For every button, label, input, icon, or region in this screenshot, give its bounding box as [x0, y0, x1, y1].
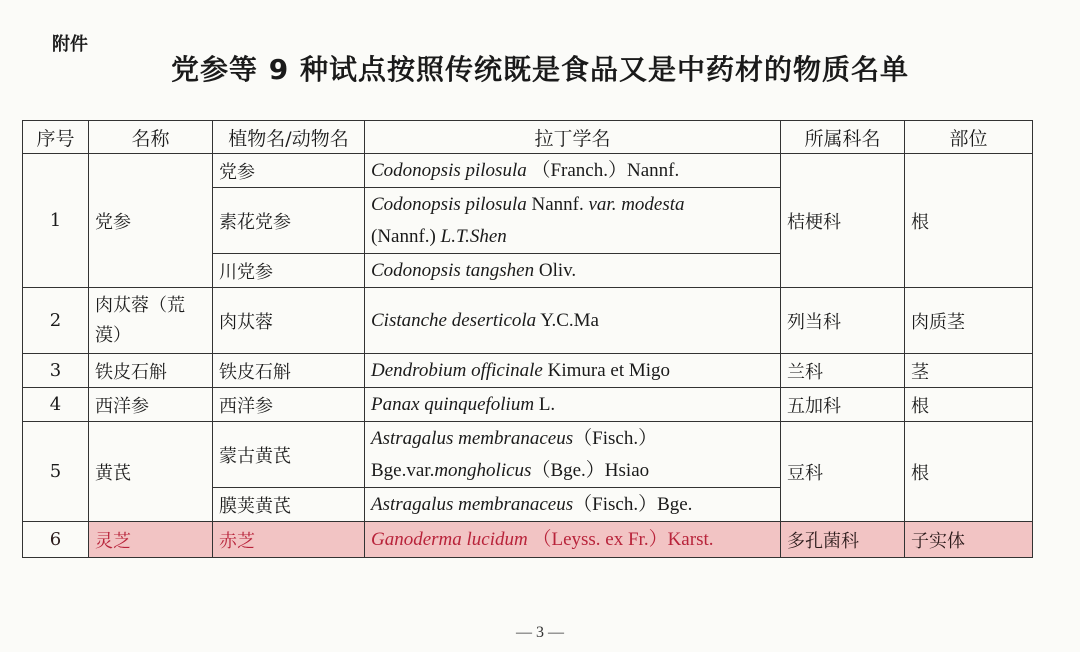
row-part: 肉质茎 [905, 288, 1033, 354]
header-no: 序号 [23, 121, 89, 154]
page-number: — 3 — [516, 624, 564, 641]
row-no: 6 [23, 522, 89, 558]
latin-name: Astragalus membranaceus（Fisch.）Bge. [365, 488, 781, 522]
species-name: 蒙古黄芪 [213, 422, 365, 488]
species-name: 肉苁蓉 [213, 288, 365, 354]
row-name: 党参 [89, 154, 213, 288]
table-row [23, 288, 1033, 354]
row-family: 多孔菌科 [781, 522, 905, 558]
row-no: 3 [23, 354, 89, 388]
row-name: 西洋参 [89, 388, 213, 422]
document-title: 党参等 9 种试点按照传统既是食品又是中药材的物质名单 [171, 53, 909, 86]
table-row [23, 154, 1033, 188]
row-part: 根 [905, 422, 1033, 522]
latin-name: Panax quinquefolium L. [365, 388, 781, 422]
species-name: 川党参 [213, 254, 365, 288]
header-part: 部位 [905, 121, 1033, 154]
species-name: 西洋参 [213, 388, 365, 422]
header-species: 植物名/动物名 [213, 121, 365, 154]
row-name: 肉苁蓉（荒漠） [89, 288, 213, 354]
row-name: 黄芪 [89, 422, 213, 522]
table-row [23, 388, 1033, 422]
species-name: 铁皮石斛 [213, 354, 365, 388]
row-part: 茎 [905, 354, 1033, 388]
row-family: 列当科 [781, 288, 905, 354]
latin-name: Astragalus membranaceus（Fisch.） Bge.var.mongholicus（Bge.）Hsiao [365, 422, 781, 488]
latin-name: Codonopsis pilosula （Franch.）Nannf. [365, 154, 781, 188]
latin-name: Codonopsis tangshen Oliv. [365, 254, 781, 288]
attachment-label: 附件 [52, 34, 88, 55]
row-name: 铁皮石斛 [89, 354, 213, 388]
row-part: 子实体 [905, 522, 1033, 558]
latin-name: Dendrobium officinale Kimura et Migo [365, 354, 781, 388]
latin-name: Cistanche deserticola Y.C.Ma [365, 288, 781, 354]
substance-list-table [22, 120, 1033, 558]
row-family: 桔梗科 [781, 154, 905, 288]
table-row [23, 354, 1033, 388]
row-family: 豆科 [781, 422, 905, 522]
row-family: 五加科 [781, 388, 905, 422]
header-name: 名称 [89, 121, 213, 154]
row-no: 5 [23, 422, 89, 522]
header-family: 所属科名 [781, 121, 905, 154]
row-no: 1 [23, 154, 89, 288]
row-no: 2 [23, 288, 89, 354]
row-family: 兰科 [781, 354, 905, 388]
species-name: 素花党参 [213, 188, 365, 254]
row-part: 根 [905, 154, 1033, 288]
latin-name: Ganoderma lucidum （Leyss. ex Fr.）Karst. [365, 522, 781, 558]
species-name: 赤芝 [213, 522, 365, 558]
species-name: 党参 [213, 154, 365, 188]
table-header-row [23, 121, 1033, 154]
table-row [23, 422, 1033, 488]
table-row-highlighted [23, 522, 1033, 558]
species-name: 膜荚黄芪 [213, 488, 365, 522]
row-no: 4 [23, 388, 89, 422]
latin-name: Codonopsis pilosula Nannf. var. modesta (Nannf.) L.T.Shen [365, 188, 781, 254]
header-latin: 拉丁学名 [365, 121, 781, 154]
row-part: 根 [905, 388, 1033, 422]
row-name: 灵芝 [89, 522, 213, 558]
